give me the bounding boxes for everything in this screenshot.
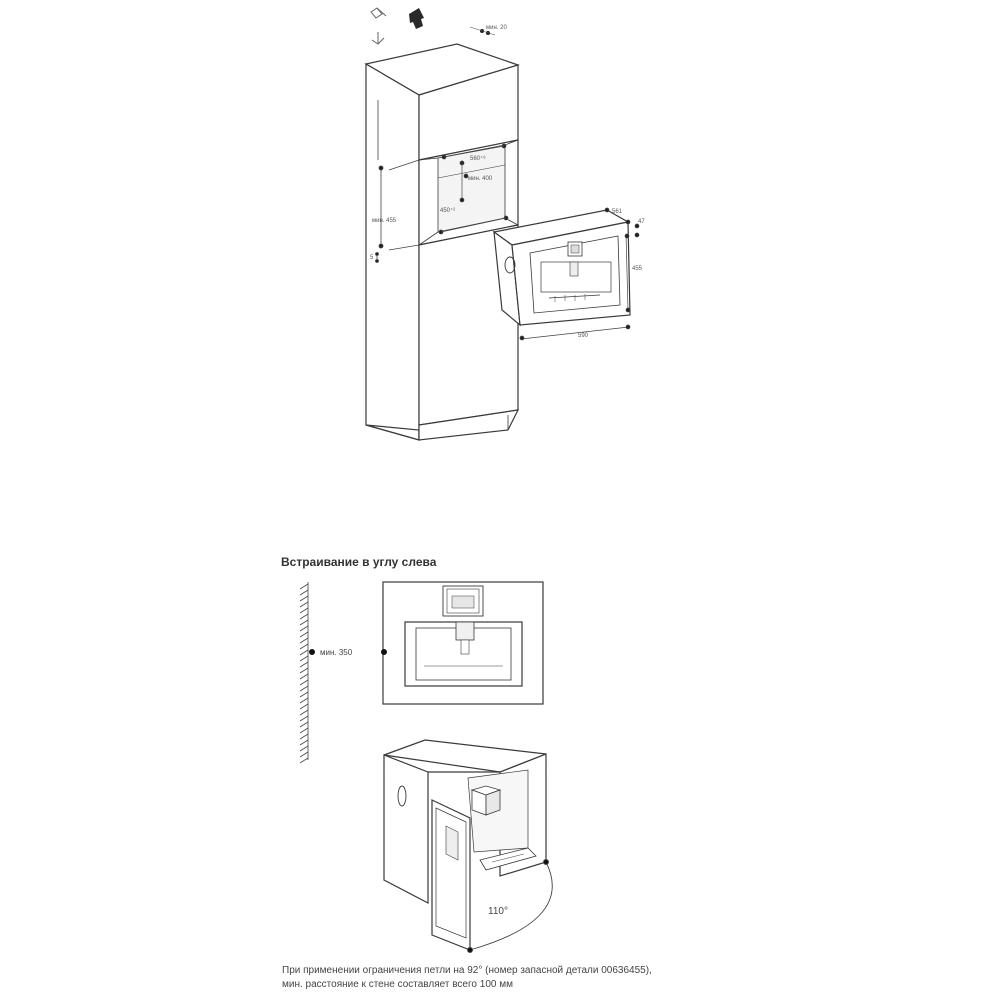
dim-47: 47 <box>638 219 645 225</box>
wall-hatch-line <box>300 638 308 643</box>
wall-hatch-line <box>300 590 308 595</box>
wall-hatch-line <box>300 680 308 685</box>
wall-hatch-line <box>300 650 308 655</box>
dim-590: 590 <box>578 333 589 339</box>
wall-hatch-line <box>300 662 308 667</box>
wall-hatch-line <box>300 626 308 631</box>
dim-561: 561 <box>612 209 623 215</box>
wall-hatch-line <box>300 704 308 709</box>
wall-hatch-line <box>300 710 308 715</box>
wall-hatch-line <box>300 596 308 601</box>
wall-hatch-line <box>300 746 308 751</box>
footnote <box>282 964 802 992</box>
wall-hatch-line <box>300 686 308 691</box>
wall-hatch-line <box>300 656 308 661</box>
footnote-line-2: мин. расстояние к стене составляет всего 100 мм <box>282 979 513 990</box>
wall-hatch-line <box>300 692 308 697</box>
machine-front-view <box>383 582 543 704</box>
machine-open-door-view <box>384 740 546 950</box>
dim-min-455: мин. 455 <box>372 218 397 224</box>
wall-hatch-line <box>300 728 308 733</box>
wall-hatch-line <box>300 722 308 727</box>
wall-hatch-line <box>300 584 308 589</box>
dim-455: 455 <box>632 266 643 272</box>
dim-min-20: мин. 20 <box>486 25 507 31</box>
dim-min-350: мин. 350 <box>320 648 353 657</box>
dim-min-400: мин. 400 <box>468 176 493 182</box>
wall-hatch-line <box>300 698 308 703</box>
dim-5: 5 <box>370 255 374 261</box>
wall-hatch-line <box>300 734 308 739</box>
wall-hatch-line <box>300 668 308 673</box>
wall-hatch-line <box>300 614 308 619</box>
wall-hatch-line <box>300 632 308 637</box>
footnote-line-1: При применении ограничения петли на 92° (номер запасной детали 00636455), <box>282 965 652 976</box>
door-angle-label: 110° <box>488 906 508 917</box>
wall-hatch-line <box>300 758 308 763</box>
wall-hatch-line <box>300 674 308 679</box>
ventilation-arrow-icon <box>409 8 424 29</box>
wall-hatch-line <box>300 740 308 745</box>
section-title: Встраивание в углу слева <box>281 555 437 569</box>
dim-560: 560⁺⁸ <box>470 156 486 162</box>
wall-hatch-line <box>300 752 308 757</box>
wall-hatch-line <box>300 602 308 607</box>
dim-450: 450⁺² <box>440 208 456 214</box>
wall-hatch-line <box>300 716 308 721</box>
wall-hatch-line <box>300 608 308 613</box>
wall-hatch-line <box>300 620 308 625</box>
wall-hatch <box>300 582 308 763</box>
fan-icon <box>371 8 386 44</box>
wall-hatch-line <box>300 644 308 649</box>
